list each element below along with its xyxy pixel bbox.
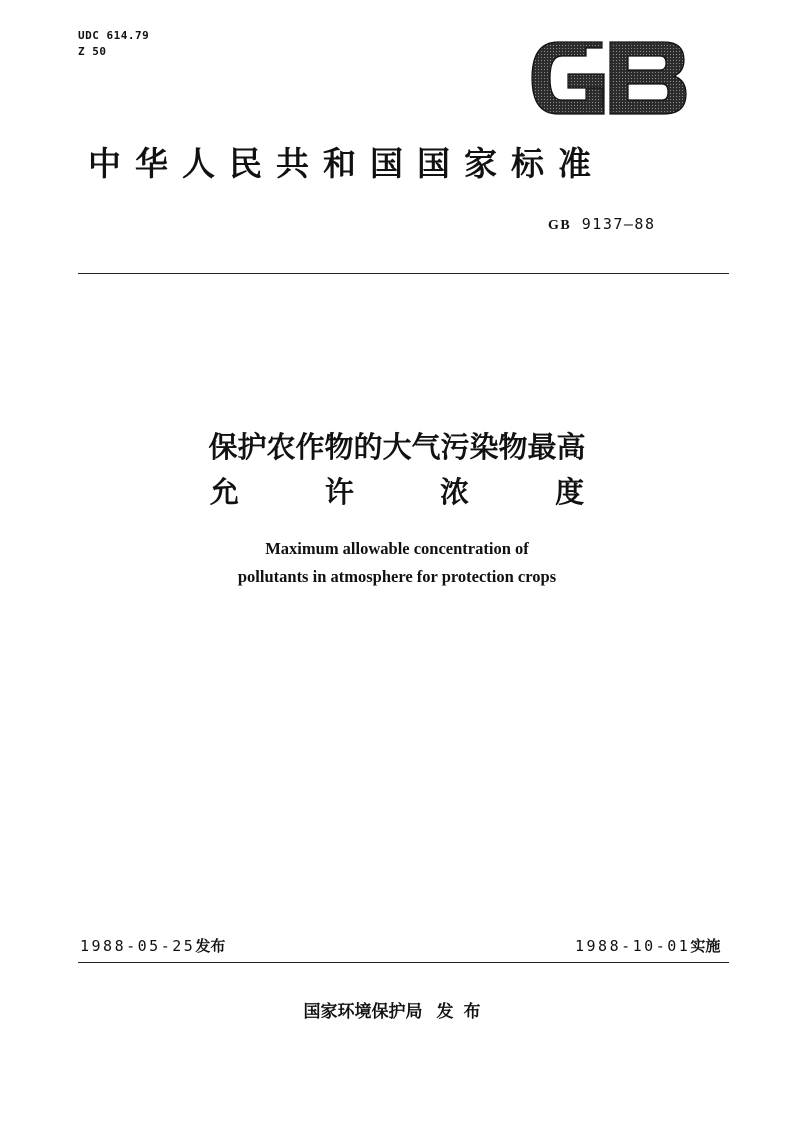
effective-date-block — [575, 935, 720, 956]
udc-classification — [78, 28, 149, 60]
effective-label: 实施 — [690, 937, 721, 955]
issue-date: 1988-05-25 — [80, 937, 196, 955]
publisher-line — [0, 997, 794, 1022]
issue-date-block — [80, 935, 225, 956]
document-title-cn-line2 — [0, 470, 794, 511]
title-char: 浓 — [440, 475, 470, 509]
publisher-action: 发布 — [436, 1002, 491, 1022]
title-char: 许 — [324, 475, 354, 509]
publisher-org: 国家环境保护局 — [303, 1002, 423, 1022]
title-char: 度 — [555, 475, 585, 509]
standard-number — [548, 215, 655, 234]
standard-prefix: GB — [548, 218, 572, 233]
top-divider — [78, 273, 729, 274]
title-char: 允 — [209, 475, 239, 509]
title-en-line2: pollutants in atmosphere for protection crops — [237, 567, 557, 586]
effective-date: 1988-10-01 — [575, 937, 691, 955]
standard-code: 9137—88 — [581, 215, 656, 233]
bottom-divider — [78, 962, 729, 963]
document-title-cn-line1: 保护农作物的大气污染物最高 — [208, 430, 586, 464]
document-title-en — [0, 535, 794, 591]
gb-logo-icon — [528, 38, 688, 118]
national-standard-title: 中华人民共和国国家标准 — [88, 144, 605, 183]
udc-code: UDC 614.79 — [78, 29, 150, 42]
class-code: Z 50 — [78, 45, 107, 58]
title-en-line1: Maximum allowable concentration of — [265, 539, 529, 558]
issue-label: 发布 — [195, 937, 226, 955]
